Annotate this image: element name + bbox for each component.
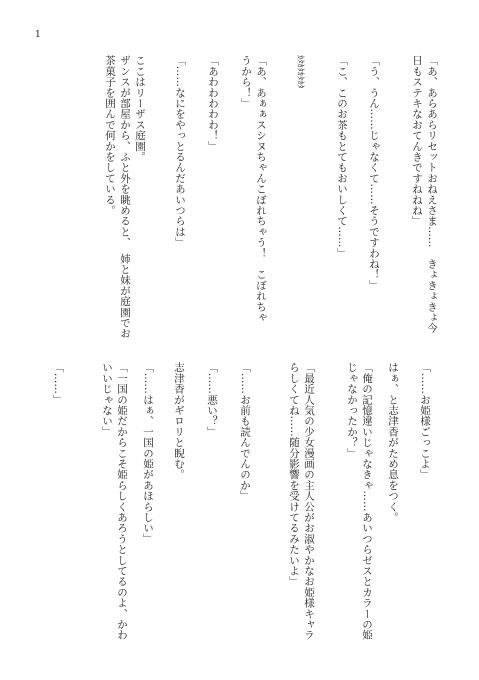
page-number: 1 xyxy=(35,30,41,40)
dialogue-column: 「あ、あぁぁスシヌちゃんこぼれちゃう！ こぼれちゃ うから！」 xyxy=(240,55,267,323)
narration-column: 志津香がギロリと睨む。 xyxy=(173,362,185,480)
dialogue-column: 「最近人気の少女漫画の主人公がお淑やかなお姫様キャラ らしくてね……随分影響を受けてるみたいよ」 xyxy=(288,362,315,641)
dialogue-column: 「俺の記憶違いじゃなきゃ……あいつらゼスとカラーの姫 じゃなかったか？」 xyxy=(346,362,373,641)
dialogue-column: 「……お前も読んでんのか」 xyxy=(239,362,251,502)
sound-effect-column: ｶﾀｶﾀｶﾀｶﾀ xyxy=(296,55,305,89)
dialogue-column: 「あわわわわわ！」 xyxy=(207,55,219,152)
dialogue-column: 「……はぁ、一国の姫があほらしい」 xyxy=(142,362,154,544)
dialogue-column: 「一国の姫だからこそ姫らしくあろうとしてるのよ、かわ いいじゃない」 xyxy=(101,362,128,641)
dialogue-column: 「……なにをやっとるんだあいつらは」 xyxy=(174,55,186,248)
dialogue-column: 「う、うん……じゃなくて……そうですわね！」 xyxy=(368,55,380,291)
dialogue-column: 「……お姫様ごっこよ」 xyxy=(419,362,431,480)
narration-column: はぁ、と志津香がため息をつく。 xyxy=(387,362,399,523)
narration-column: ここはリーザス庭園。 ザンスが部屋から、ふと外を眺めると、 姉と妹が庭園でお 茶菓子を囲んで何かをしている。 xyxy=(104,55,146,339)
dialogue-column: 「あ、あらあらリセットおねえさま…… きょきょきょ今 日もステキなおてんきですねねね」 xyxy=(411,55,438,334)
dialogue-column: 「……悪い？」 xyxy=(206,362,218,437)
dialogue-column: 「こ、このお茶もとてもおいしくて……」 xyxy=(336,55,348,259)
dialogue-column: 「……」 xyxy=(52,362,64,405)
